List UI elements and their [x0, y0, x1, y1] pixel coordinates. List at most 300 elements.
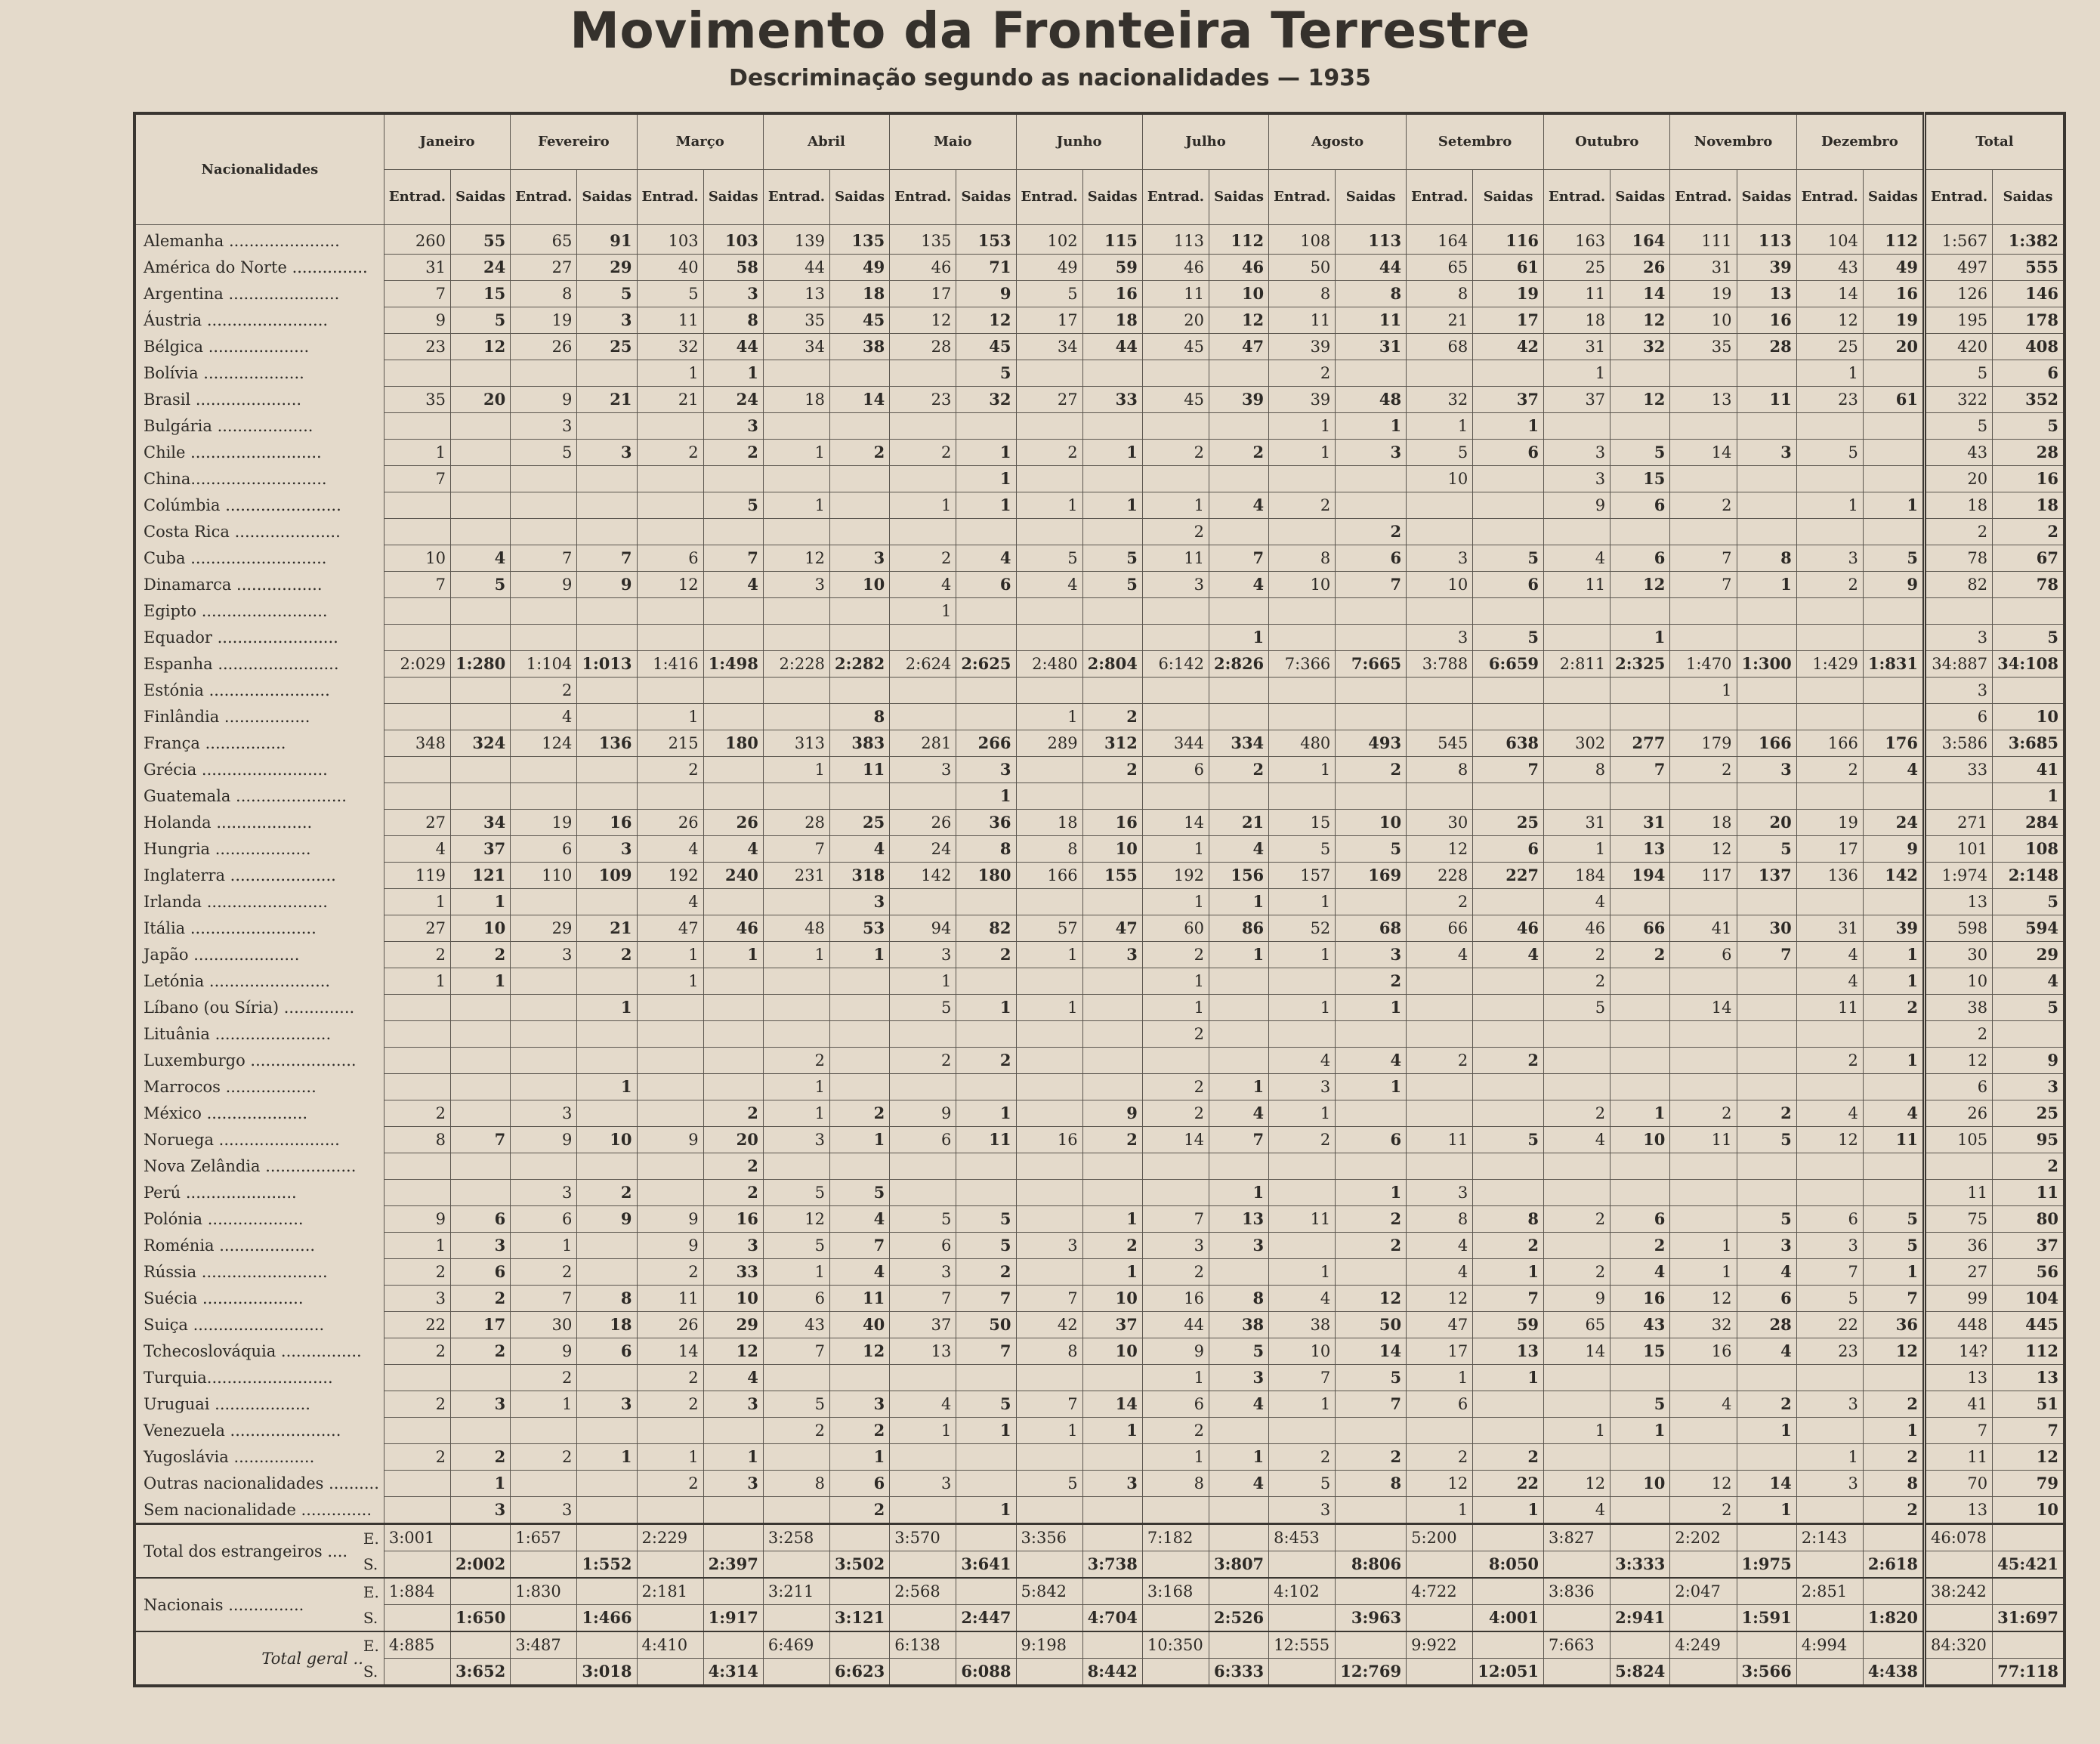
- exits-cell: 1: [451, 1471, 511, 1497]
- summary-exits-cell: [1082, 1631, 1142, 1659]
- summary-exits-cell: [577, 1631, 637, 1659]
- exits-cell: 1: [1737, 572, 1796, 598]
- exits-cell: [829, 1021, 889, 1048]
- entries-cell: 1: [1142, 968, 1209, 995]
- entries-cell: 5: [1544, 995, 1611, 1021]
- summary-exits-cell: [577, 1524, 637, 1551]
- exits-cell: 2: [956, 942, 1016, 968]
- entries-cell: [1269, 1021, 1336, 1048]
- exits-cell: 2: [1473, 1444, 1544, 1471]
- exits-cell: 61: [1473, 255, 1544, 281]
- table-row: [134, 1233, 2064, 1259]
- entries-cell: [1670, 519, 1737, 545]
- exits-cell: 7: [1473, 1286, 1544, 1312]
- entries-cell: [1016, 678, 1082, 704]
- exits-cell: 555: [1993, 255, 2064, 281]
- entries-cell: 1: [637, 942, 703, 968]
- exits-cell: [577, 1259, 637, 1286]
- exits-cell: 86: [1209, 915, 1268, 942]
- exits-cell: [1611, 1048, 1670, 1074]
- entries-cell: [1016, 519, 1082, 545]
- entries-cell: [511, 757, 577, 783]
- exits-cell: [451, 1418, 511, 1444]
- exits-cell: [1611, 1180, 1670, 1206]
- entries-cell: 2: [1142, 942, 1209, 968]
- entries-cell: [637, 1021, 703, 1048]
- entries-cell: 8: [1407, 757, 1473, 783]
- entries-cell: [1016, 625, 1082, 651]
- exits-cell: 121: [451, 863, 511, 889]
- exits-cell: [829, 783, 889, 810]
- exits-header: Saidas: [1863, 170, 1924, 225]
- exits-cell: 71: [956, 255, 1016, 281]
- table-row: [134, 255, 2064, 281]
- entries-cell: 12: [1544, 1471, 1611, 1497]
- entries-cell: [1796, 1153, 1863, 1180]
- exits-cell: 1: [829, 942, 889, 968]
- entries-cell: 2: [1142, 440, 1209, 466]
- exits-cell: 166: [1737, 730, 1796, 757]
- entries-cell: [1016, 466, 1082, 492]
- exits-cell: 2: [956, 1048, 1016, 1074]
- entries-cell: [1670, 466, 1737, 492]
- entries-header: Entrad.: [890, 170, 956, 225]
- exits-cell: 2: [703, 1100, 763, 1127]
- entries-cell: 3: [1142, 572, 1209, 598]
- exits-cell: 5: [1336, 836, 1407, 863]
- exits-cell: 115: [1082, 225, 1142, 255]
- exits-cell: 45: [829, 307, 889, 334]
- exits-cell: [1611, 360, 1670, 387]
- entries-cell: 16: [1142, 1286, 1209, 1312]
- exits-header: Saidas: [451, 170, 511, 225]
- entries-cell: 6: [511, 1206, 577, 1233]
- summary-entries-cell: [1925, 1605, 1993, 1632]
- exits-cell: [1993, 598, 2064, 625]
- entries-cell: 9: [384, 1206, 450, 1233]
- entries-cell: 21: [637, 387, 703, 413]
- entries-cell: [384, 413, 450, 440]
- nationality-label: Egipto .........................: [134, 598, 384, 625]
- table-row: [134, 704, 2064, 730]
- entries-cell: 31: [1544, 810, 1611, 836]
- entries-cell: 3: [511, 1100, 577, 1127]
- entries-cell: 9: [1544, 492, 1611, 519]
- exits-cell: [577, 492, 637, 519]
- entries-cell: [763, 625, 829, 651]
- exits-cell: 7: [1737, 942, 1796, 968]
- table-row: [134, 1021, 2064, 1048]
- exits-cell: 46: [1473, 915, 1544, 942]
- entries-cell: 3: [384, 1286, 450, 1312]
- entries-cell: 7: [384, 466, 450, 492]
- entries-marker: E.: [363, 1582, 379, 1601]
- exits-cell: 4: [1737, 1259, 1796, 1286]
- exits-cell: 28: [1737, 334, 1796, 360]
- summary-label: [134, 1524, 384, 1579]
- exits-cell: 137: [1737, 863, 1796, 889]
- exits-cell: [451, 1048, 511, 1074]
- entries-cell: 1: [763, 1100, 829, 1127]
- exits-cell: [1473, 968, 1544, 995]
- entries-cell: 1: [1269, 440, 1336, 466]
- summary-exits-cell: 1:466: [577, 1605, 637, 1632]
- entries-cell: 2: [1269, 360, 1336, 387]
- summary-exits-cell: [451, 1578, 511, 1605]
- exits-cell: 2: [1082, 757, 1142, 783]
- exits-cell: 3: [703, 1391, 763, 1418]
- entries-cell: 34:887: [1925, 651, 1993, 678]
- entries-cell: 2: [1670, 1497, 1737, 1524]
- entries-header: Entrad.: [1142, 170, 1209, 225]
- entries-cell: 12: [637, 572, 703, 598]
- entries-cell: [637, 678, 703, 704]
- summary-entries-cell: 4:722: [1407, 1578, 1473, 1605]
- exits-cell: 2: [703, 1180, 763, 1206]
- exits-cell: 40: [829, 1312, 889, 1338]
- entries-cell: [511, 889, 577, 915]
- exits-cell: 24: [703, 387, 763, 413]
- exits-cell: 10: [1993, 704, 2064, 730]
- entries-cell: 104: [1796, 225, 1863, 255]
- entries-cell: 228: [1407, 863, 1473, 889]
- entries-cell: 52: [1269, 915, 1336, 942]
- entries-cell: [511, 1021, 577, 1048]
- exits-cell: 5: [1993, 413, 2064, 440]
- entries-cell: 12: [1407, 1286, 1473, 1312]
- exits-cell: 58: [703, 255, 763, 281]
- entries-cell: [763, 1021, 829, 1048]
- nationality-label: Perú ......................: [134, 1180, 384, 1206]
- entries-cell: 6: [1925, 704, 1993, 730]
- nationality-label: Japão .....................: [134, 942, 384, 968]
- entries-cell: 2: [384, 942, 450, 968]
- entries-cell: 5: [637, 281, 703, 307]
- entries-cell: 28: [763, 810, 829, 836]
- exits-cell: 2: [1473, 1048, 1544, 1074]
- entries-cell: 12: [1670, 836, 1737, 863]
- exits-cell: 8: [703, 307, 763, 334]
- summary-entries-cell: [763, 1659, 829, 1687]
- exits-cell: [1473, 1100, 1544, 1127]
- exits-cell: 6: [577, 1338, 637, 1365]
- exits-cell: [1473, 889, 1544, 915]
- entries-cell: [1670, 1365, 1737, 1391]
- exits-cell: 2: [829, 1100, 889, 1127]
- exits-cell: 1:280: [451, 651, 511, 678]
- exits-cell: 5: [1611, 1391, 1670, 1418]
- entries-cell: 12: [1796, 307, 1863, 334]
- exits-cell: 29: [1993, 942, 2064, 968]
- summary-exits-cell: [1737, 1631, 1796, 1659]
- exits-cell: 8: [1863, 1471, 1924, 1497]
- exits-cell: [1737, 1021, 1796, 1048]
- summary-entries-cell: 84:320: [1925, 1631, 1993, 1659]
- exits-cell: 277: [1611, 730, 1670, 757]
- entries-cell: 22: [384, 1312, 450, 1338]
- entries-cell: [511, 1471, 577, 1497]
- summary-entries-cell: 6:138: [890, 1631, 956, 1659]
- entries-cell: 8: [1407, 1206, 1473, 1233]
- entries-cell: 1: [1544, 1418, 1611, 1444]
- table-row: [134, 440, 2064, 466]
- exits-cell: 45: [956, 334, 1016, 360]
- summary-entries-cell: [1142, 1605, 1209, 1632]
- exits-cell: [703, 1048, 763, 1074]
- exits-cell: [1863, 598, 1924, 625]
- exits-cell: [1863, 360, 1924, 387]
- summary-exits-cell: [703, 1578, 763, 1605]
- nationality-label: Alemanha ......................: [134, 225, 384, 255]
- nationality-label: Sem nacionalidade ..............: [134, 1497, 384, 1524]
- nationality-label: Cuba ...........................: [134, 545, 384, 572]
- entries-cell: [1407, 1074, 1473, 1100]
- entries-cell: [1670, 413, 1737, 440]
- entries-cell: 2: [1269, 492, 1336, 519]
- exits-cell: 136: [577, 730, 637, 757]
- entries-cell: 32: [1670, 1312, 1737, 1338]
- entries-cell: [1016, 1180, 1082, 1206]
- summary-exits-cell: 4:314: [703, 1659, 763, 1687]
- entries-cell: [637, 625, 703, 651]
- entries-cell: [763, 598, 829, 625]
- entries-cell: [1796, 519, 1863, 545]
- entries-cell: 19: [511, 307, 577, 334]
- summary-entries-cell: [1016, 1605, 1082, 1632]
- entries-cell: 166: [1796, 730, 1863, 757]
- exits-cell: [451, 492, 511, 519]
- exits-cell: 1: [1993, 783, 2064, 810]
- summary-entries-cell: 2:181: [637, 1578, 703, 1605]
- entries-cell: [511, 968, 577, 995]
- nationality-label: Equador ........................: [134, 625, 384, 651]
- summary-exits-cell: [829, 1631, 889, 1659]
- exits-cell: 5: [956, 1391, 1016, 1418]
- entries-cell: 7: [1016, 1391, 1082, 1418]
- summary-exits-cell: 3:641: [956, 1551, 1016, 1579]
- summary-exits-cell: [577, 1578, 637, 1605]
- exits-cell: 2:625: [956, 651, 1016, 678]
- entries-cell: 8: [1269, 545, 1336, 572]
- exits-cell: 13: [1993, 1365, 2064, 1391]
- exits-cell: 17: [451, 1312, 511, 1338]
- exits-cell: 2: [577, 1180, 637, 1206]
- entries-cell: 2: [1544, 968, 1611, 995]
- summary-entries-cell: 5:842: [1016, 1578, 1082, 1605]
- exits-cell: [1473, 519, 1544, 545]
- exits-header: Saidas: [1082, 170, 1142, 225]
- entries-cell: 2: [1407, 889, 1473, 915]
- exits-cell: 30: [1737, 915, 1796, 942]
- nationality-label: Lituânia .......................: [134, 1021, 384, 1048]
- exits-cell: 3: [703, 1233, 763, 1259]
- exits-header: Saidas: [703, 170, 763, 225]
- exits-cell: 1: [1863, 1418, 1924, 1444]
- summary-exits-cell: [1473, 1524, 1544, 1551]
- entries-cell: [1670, 598, 1737, 625]
- entries-cell: 7: [384, 281, 450, 307]
- exits-cell: 1: [1336, 1180, 1407, 1206]
- summary-entries-cell: [1269, 1605, 1336, 1632]
- exits-cell: [829, 1153, 889, 1180]
- entries-cell: 7: [763, 836, 829, 863]
- entries-cell: [637, 1074, 703, 1100]
- entries-cell: 4: [637, 889, 703, 915]
- exits-cell: 5: [451, 572, 511, 598]
- nationality-label: Bélgica ....................: [134, 334, 384, 360]
- entries-cell: 5: [1016, 281, 1082, 307]
- summary-entries-cell: [1142, 1551, 1209, 1579]
- entries-cell: 11: [1796, 995, 1863, 1021]
- exits-cell: 312: [1082, 730, 1142, 757]
- entries-cell: [384, 995, 450, 1021]
- exits-cell: [1209, 598, 1268, 625]
- exits-cell: 7: [703, 545, 763, 572]
- entries-cell: 3: [1925, 625, 1993, 651]
- exits-cell: 7: [1473, 757, 1544, 783]
- entries-cell: 13: [763, 281, 829, 307]
- nationality-label: Bulgária ...................: [134, 413, 384, 440]
- exits-cell: 194: [1611, 863, 1670, 889]
- entries-cell: [1142, 1180, 1209, 1206]
- entries-cell: [1407, 704, 1473, 730]
- entries-cell: 2: [511, 1365, 577, 1391]
- entries-cell: 12: [1796, 1127, 1863, 1153]
- exits-cell: 3: [1737, 757, 1796, 783]
- entries-cell: [637, 1153, 703, 1180]
- exits-cell: 11: [956, 1127, 1016, 1153]
- entries-cell: 1:470: [1670, 651, 1737, 678]
- entries-cell: 7: [1670, 572, 1737, 598]
- exits-cell: 2: [703, 440, 763, 466]
- entries-cell: 3: [1796, 1391, 1863, 1418]
- entries-cell: [1016, 1048, 1082, 1074]
- entries-cell: 2:624: [890, 651, 956, 678]
- exits-cell: 1:013: [577, 651, 637, 678]
- entries-cell: [1016, 757, 1082, 783]
- exits-cell: [1209, 968, 1268, 995]
- entries-cell: 1: [1016, 942, 1082, 968]
- exits-cell: 4: [829, 1259, 889, 1286]
- entries-cell: 11: [1925, 1180, 1993, 1206]
- entries-cell: 4: [1544, 1127, 1611, 1153]
- exits-cell: [1336, 625, 1407, 651]
- entries-cell: 65: [1407, 255, 1473, 281]
- nationality-label: Grécia .........................: [134, 757, 384, 783]
- exits-cell: 153: [956, 225, 1016, 255]
- exits-cell: 47: [1209, 334, 1268, 360]
- exits-cell: 42: [1473, 334, 1544, 360]
- summary-entries-cell: [384, 1605, 450, 1632]
- summary-exits-cell: [1611, 1631, 1670, 1659]
- exits-cell: 112: [1993, 1338, 2064, 1365]
- entries-cell: 1: [763, 492, 829, 519]
- exits-cell: [1336, 1497, 1407, 1524]
- exits-cell: [451, 1153, 511, 1180]
- exits-cell: 2: [1993, 1153, 2064, 1180]
- exits-cell: 2: [1473, 1233, 1544, 1259]
- entries-cell: [1544, 1391, 1611, 1418]
- exits-cell: [451, 625, 511, 651]
- exits-cell: 12: [1993, 1444, 2064, 1471]
- exits-cell: [1737, 1180, 1796, 1206]
- exits-cell: 2: [1737, 1100, 1796, 1127]
- exits-cell: [1209, 519, 1268, 545]
- exits-cell: 11: [829, 757, 889, 783]
- exits-cell: [829, 519, 889, 545]
- entries-cell: 2: [1544, 942, 1611, 968]
- exits-cell: 16: [1863, 281, 1924, 307]
- entries-cell: [384, 598, 450, 625]
- entries-cell: [890, 519, 956, 545]
- exits-cell: 44: [1082, 334, 1142, 360]
- entries-cell: 48: [763, 915, 829, 942]
- exits-cell: 1: [1473, 1497, 1544, 1524]
- table-row: [134, 863, 2064, 889]
- entries-cell: [1796, 598, 1863, 625]
- exits-cell: 7: [829, 1233, 889, 1259]
- exits-cell: [451, 995, 511, 1021]
- exits-cell: [1863, 413, 1924, 440]
- entries-cell: 1: [763, 942, 829, 968]
- entries-cell: 12: [1407, 836, 1473, 863]
- exits-cell: 66: [1611, 915, 1670, 942]
- table-row: [134, 1074, 2064, 1100]
- entries-cell: 1: [1796, 1444, 1863, 1471]
- exits-cell: 5: [1993, 625, 2064, 651]
- exits-cell: [577, 1233, 637, 1259]
- exits-cell: 29: [577, 255, 637, 281]
- summary-exits-cell: [1993, 1578, 2064, 1605]
- exits-cell: 324: [451, 730, 511, 757]
- table-row: [134, 1365, 2064, 1391]
- exits-cell: 6: [1737, 1286, 1796, 1312]
- entries-cell: 1: [1670, 1259, 1737, 1286]
- entries-cell: 5: [1925, 413, 1993, 440]
- exits-cell: 1: [1209, 625, 1268, 651]
- entries-cell: 2: [1142, 519, 1209, 545]
- entries-cell: 3: [1142, 1233, 1209, 1259]
- exits-cell: [1611, 678, 1670, 704]
- entries-cell: 117: [1670, 863, 1737, 889]
- exits-cell: 1: [1082, 1418, 1142, 1444]
- entries-header: Entrad.: [1016, 170, 1082, 225]
- exits-cell: [1611, 1153, 1670, 1180]
- entries-cell: 45: [1142, 334, 1209, 360]
- entries-cell: [384, 1153, 450, 1180]
- entries-cell: 4: [1269, 1048, 1336, 1074]
- entries-cell: 2: [1016, 440, 1082, 466]
- entries-cell: [384, 1021, 450, 1048]
- exits-cell: 80: [1993, 1206, 2064, 1233]
- summary-entries-cell: [384, 1551, 450, 1579]
- exits-cell: 7: [1611, 757, 1670, 783]
- entries-cell: [1544, 1074, 1611, 1100]
- entries-cell: [511, 1048, 577, 1074]
- entries-cell: 44: [763, 255, 829, 281]
- exits-cell: [1863, 519, 1924, 545]
- exits-cell: 2: [1863, 1497, 1924, 1524]
- entries-cell: 9: [637, 1127, 703, 1153]
- entries-cell: [763, 1153, 829, 1180]
- summary-entries-cell: [1269, 1659, 1336, 1687]
- entries-cell: 12: [1670, 1471, 1737, 1497]
- entries-cell: 6: [1142, 757, 1209, 783]
- exits-cell: 3: [577, 1391, 637, 1418]
- exits-cell: [577, 968, 637, 995]
- month-header: Março: [637, 113, 763, 170]
- entries-cell: 7: [1670, 545, 1737, 572]
